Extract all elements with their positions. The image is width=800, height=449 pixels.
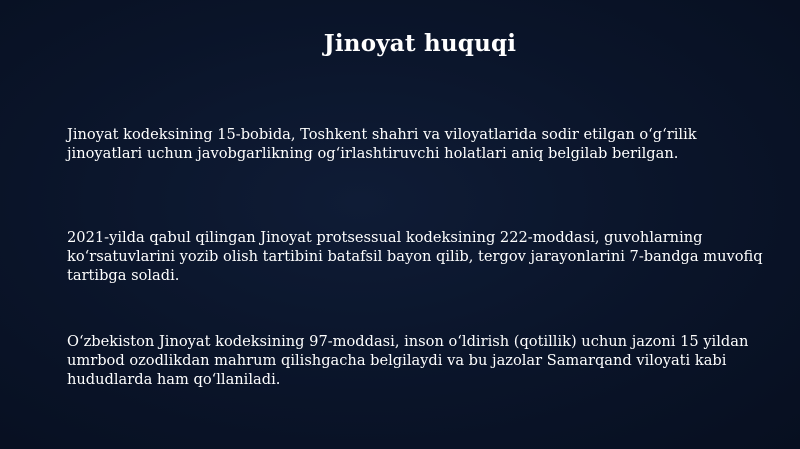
paragraph-murder-penalty: Oʻzbekiston Jinoyat kodeksining 97-moddasi, inson oʻldirish (qotillik) uchun jazoni 15 yildan umrbod ozodlikdan mahrum qilishgacha belgilaydi va bu jazolar Samarqand viloyati kabi hududlarda ham qoʻllaniladi. [67,333,749,388]
slide-title: Jinoyat huquqi [323,30,517,57]
paragraph-theft-liability: Jinoyat kodeksining 15-bobida, Toshkent shahri va viloyatlarida sodir etilgan oʻgʻrilik jinoyatlari uchun javobgarlikning ogʻirlashtiruvchi holatlari aniq belgilab berilgan. [67,126,697,162]
paragraph-witness-testimony: 2021-yilda qabul qilingan Jinoyat protsessual kodeksining 222-moddasi, guvohlarning koʻrsatuvlarini yozib olish tartibini batafsil bayon qilib, tergov jarayonlarini 7-bandga muvofiq tartibga soladi. [67,229,763,284]
